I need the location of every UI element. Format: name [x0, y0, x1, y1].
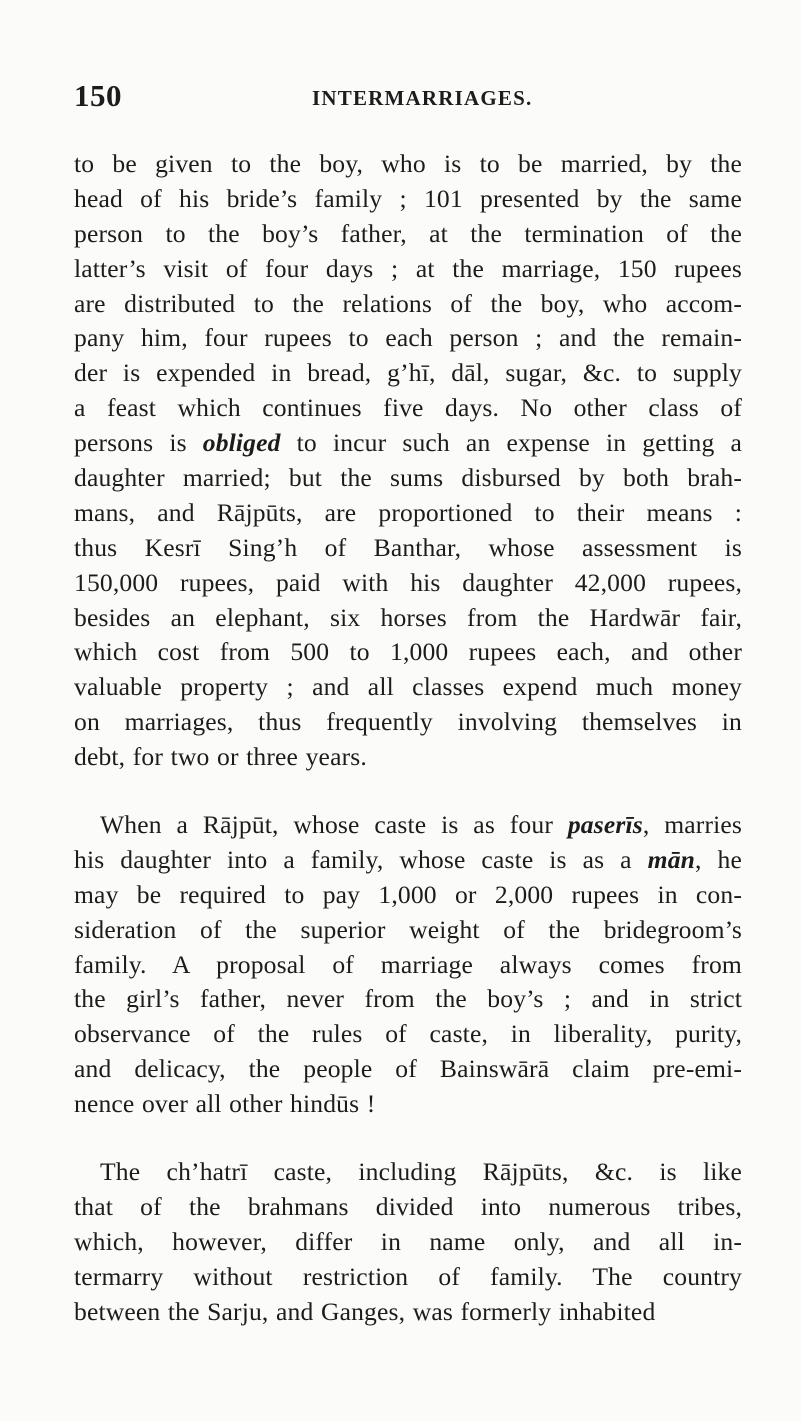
text-line: 150,000 rupees, paid with his daughter 42,000 rupees,	[74, 567, 742, 597]
italic-term: paserīs	[567, 810, 643, 840]
text-line: nence over all other hindūs !	[74, 1089, 376, 1119]
paragraph-1	[74, 147, 742, 775]
text-line: are distributed to the relations of the boy, who accom-	[74, 288, 742, 318]
text-line: der is expended in bread, g’hī, dāl, sugar, &c. to supply	[74, 358, 742, 388]
paragraph-3	[74, 1155, 742, 1329]
text-line: and delicacy, the people of Bainswārā claim pre-emi-	[74, 1054, 742, 1084]
text-line: family. A proposal of marriage always comes from	[74, 949, 742, 979]
book-page	[74, 76, 742, 1330]
body-text	[74, 147, 742, 1330]
text-line: the girl’s father, never from the boy’s ; and in strict	[74, 984, 742, 1014]
text-line: a feast which continues five days. No other class of	[74, 393, 742, 423]
text-line: sideration of the superior weight of the bridegroom’s	[74, 914, 742, 944]
text-line: valuable property ; and all classes expend much money	[74, 672, 742, 702]
text-line: between the Sarju, and Ganges, was formerly inhabited	[74, 1296, 656, 1326]
text-line: which cost from 500 to 1,000 rupees each, and other	[74, 637, 742, 667]
page-header	[74, 76, 742, 116]
text-line: which, however, differ in name only, and all in-	[74, 1226, 742, 1256]
text-line: thus Kesrī Sing’h of Banthar, whose assessment is	[74, 532, 742, 562]
italic-term: mān	[647, 844, 696, 874]
text-line: persons is obliged to incur such an expense in getting a	[74, 428, 743, 458]
text-line: head of his bride’s family ; 101 presented by the same	[74, 183, 742, 213]
text-line: When a Rājpūt, whose caste is as four paserīs, marries	[100, 810, 742, 840]
paragraph-2	[74, 808, 742, 1122]
text-line: daughter married; but the sums disbursed by both brah-	[74, 463, 742, 493]
text-line: The ch’hatrī caste, including Rājpūts, &c. is like	[100, 1157, 742, 1187]
text-line: besides an elephant, six horses from the Hardwār fair,	[74, 602, 742, 632]
text-line: person to the boy’s father, at the termination of the	[74, 218, 742, 248]
page-number: 150	[74, 78, 122, 113]
text-line: debt, for two or three years.	[74, 742, 367, 772]
text-line: on marriages, thus frequently involving themselves in	[74, 707, 742, 737]
text-line: latter’s visit of four days ; at the marriage, 150 rupees	[74, 253, 742, 283]
text-line: his daughter into a family, whose caste is as a mān, he	[74, 844, 743, 874]
text-line: pany him, four rupees to each person ; and the remain-	[74, 323, 742, 353]
text-line: that of the brahmans divided into numerous tribes,	[74, 1191, 742, 1221]
text-line: mans, and Rājpūts, are proportioned to their means :	[74, 497, 742, 527]
text-line: to be given to the boy, who is to be married, by the	[74, 149, 742, 178]
text-line: may be required to pay 1,000 or 2,000 rupees in con-	[74, 879, 742, 909]
text-line: termarry without restriction of family. The country	[74, 1261, 742, 1291]
running-head: INTERMARRIAGES.	[312, 86, 533, 110]
italic-term: obliged	[202, 428, 281, 458]
text-line: observance of the rules of caste, in liberality, purity,	[74, 1019, 742, 1049]
